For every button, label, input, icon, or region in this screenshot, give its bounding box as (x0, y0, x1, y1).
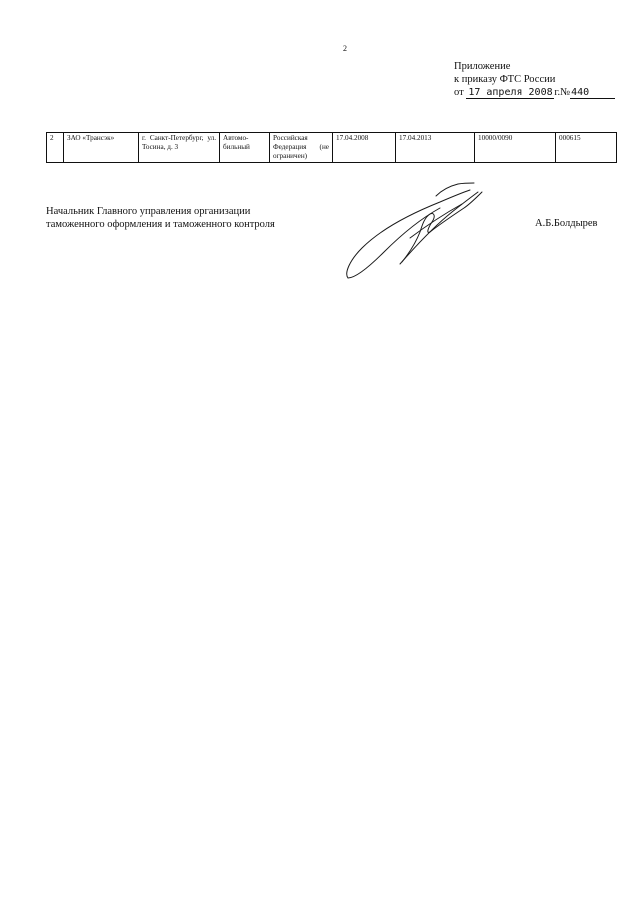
transport-kind-cell: Автомо-бильный (220, 133, 270, 163)
organization-cell: ЗАО «Трансэк» (64, 133, 139, 163)
handwritten-signature-icon (340, 178, 500, 288)
row-number-cell: 2 (47, 133, 64, 163)
signer-title-line-2: таможенного оформления и таможенного контроля (46, 219, 275, 230)
date-to-cell: 17.04.2013 (396, 133, 475, 163)
date-from-cell: 17.04.2008 (333, 133, 396, 163)
registry-table (46, 132, 617, 163)
appendix-header (454, 60, 615, 99)
address-cell: г. Санкт-Петербург, ул. Тосина, д. 3 (139, 133, 220, 163)
order-date-field: 17 апреля 2008 (468, 87, 553, 98)
signer-title (46, 205, 275, 231)
signer-name: А.Б.Болдырев (535, 218, 598, 229)
page-number: 2 (343, 44, 347, 53)
appendix-title: Приложение (454, 61, 511, 72)
appendix-order-details (454, 86, 615, 99)
order-number-sign: № (560, 87, 571, 98)
territory-cell: Российская Федерация (не ограничен) (270, 133, 333, 163)
registration-number-cell: 000615 (556, 133, 617, 163)
code-cell: 10000/0090 (475, 133, 556, 163)
order-year-suffix: г. (554, 87, 561, 98)
signer-title-line-1: Начальник Главного управления организации (46, 206, 251, 217)
table-row (47, 133, 617, 163)
order-date-prefix: от (454, 87, 464, 98)
appendix-order-reference: к приказу ФТС России (454, 74, 556, 85)
order-number-field: 440 (570, 87, 615, 99)
